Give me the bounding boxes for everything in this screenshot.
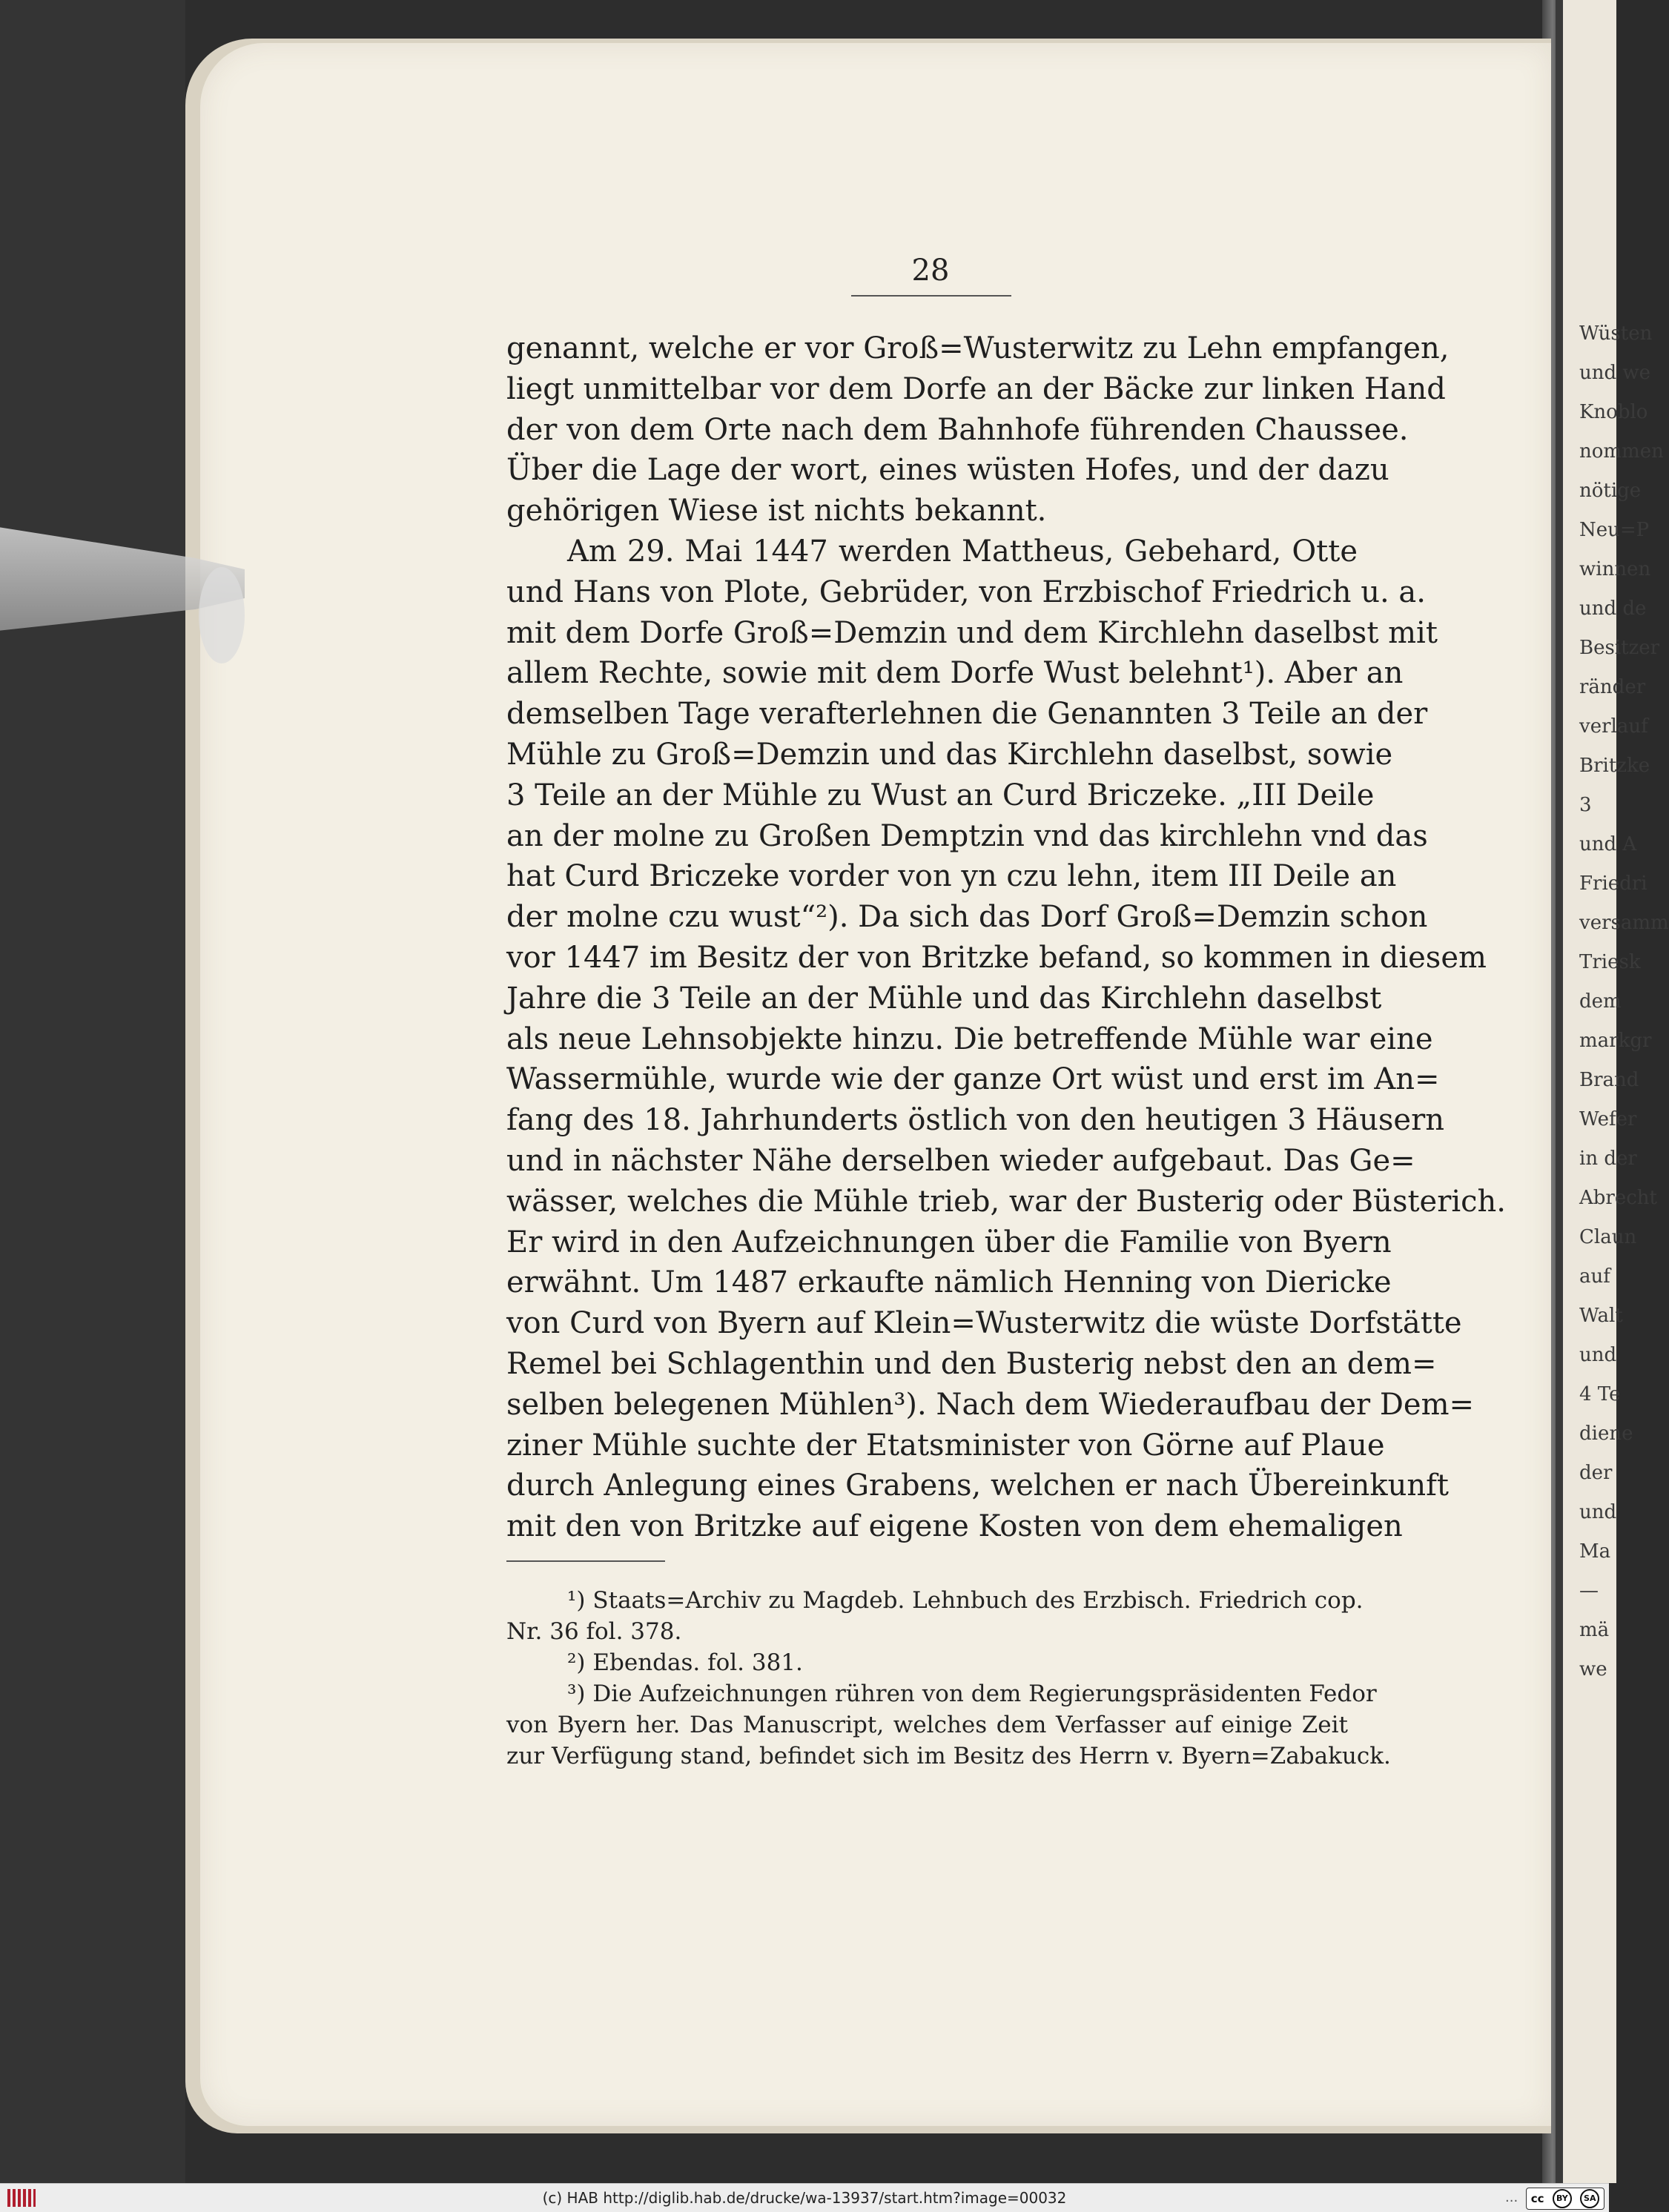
cc-license-label: cc xyxy=(1530,2192,1544,2205)
facing-page-word: dem xyxy=(1579,990,1622,1013)
page-number-rule xyxy=(851,295,1011,297)
facing-page-word: Triesk xyxy=(1579,951,1641,973)
facing-page-word: Abrecht xyxy=(1579,1187,1657,1209)
facing-page-word: und A xyxy=(1579,833,1637,855)
text-line: Am 29. Mai 1447 werden Mattheus, Gebehard, Otte xyxy=(567,534,1358,569)
facing-page-word: und xyxy=(1579,1501,1617,1523)
by-icon: BY xyxy=(1553,2189,1572,2208)
footnotes xyxy=(506,1585,1391,1772)
facing-page-word: und de xyxy=(1579,597,1647,620)
footnote-rule xyxy=(506,1560,665,1562)
facing-page-word: und we xyxy=(1579,362,1651,384)
facing-page-word: und xyxy=(1579,1344,1617,1366)
footnote-line: ¹) Staats=Archiv zu Magdeb. Lehnbuch des Erzbisch. Friedrich cop. xyxy=(567,1587,1364,1614)
footnote-line: ²) Ebendas. fol. 381. xyxy=(567,1649,803,1676)
facing-page-word: Britzke xyxy=(1579,755,1650,777)
facing-page-word: mä xyxy=(1579,1619,1610,1641)
facing-page-word: Ma xyxy=(1579,1540,1611,1563)
text-line: hat Curd Briczeke vorder von yn czu lehn, item III Deile an xyxy=(506,859,1397,894)
text-line: mit dem Dorfe Groß=Demzin und dem Kirchlehn daselbst mit xyxy=(506,615,1438,650)
facing-page-word: auf xyxy=(1579,1265,1610,1288)
text-line: selben belegenen Mühlen³). Nach dem Wiederaufbau der Dem= xyxy=(506,1387,1475,1422)
text-line: Über die Lage der wort, eines wüsten Hofes, und der dazu xyxy=(506,453,1389,488)
page-holder-clip-tip xyxy=(199,567,245,663)
facing-page-word: Friedri xyxy=(1579,872,1647,895)
facing-page-word: der xyxy=(1579,1462,1613,1484)
text-line: gehörigen Wiese ist nichts bekannt. xyxy=(506,494,1047,529)
text-line: allem Rechte, sowie mit dem Dorfe Wust belehnt¹). Aber an xyxy=(506,656,1404,691)
footnote-line: zur Verfügung stand, befindet sich im Besitz des Herrn v. Byern=Zabakuck. xyxy=(506,1743,1391,1769)
facing-page-word: 4 Te xyxy=(1579,1383,1621,1405)
text-line: Er wird in den Aufzeichnungen über die Familie von Byern xyxy=(506,1225,1392,1259)
text-line: der molne czu wust“²). Da sich das Dorf Groß=Demzin schon xyxy=(506,900,1428,935)
text-line: liegt unmittelbar vor dem Dorfe an der Bäcke zur linken Hand xyxy=(506,371,1446,406)
facing-page-word: versamm xyxy=(1579,912,1669,934)
sa-icon: SA xyxy=(1580,2189,1599,2208)
text-line: Remel bei Schlagenthin und den Busterig nebst den an dem= xyxy=(506,1346,1437,1381)
text-line: erwähnt. Um 1487 erkaufte nämlich Henning von Diericke xyxy=(506,1265,1392,1300)
facing-page-word: Walt xyxy=(1579,1305,1623,1327)
facing-page-word: markgr xyxy=(1579,1030,1652,1052)
text-line: 3 Teile an der Mühle zu Wust an Curd Briczeke. „III Deile xyxy=(506,778,1375,812)
facing-page-word: Besitzer xyxy=(1579,637,1660,659)
text-line: und in nächster Nähe derselben wieder aufgebaut. Das Ge= xyxy=(506,1143,1415,1178)
text-line: fang des 18. Jahrhunderts östlich von den heutigen 3 Häusern xyxy=(506,1103,1444,1138)
facing-page-word: in der xyxy=(1579,1148,1637,1170)
footer-caption[interactable]: (c) HAB http://diglib.hab.de/drucke/wa-13937/start.htm?image=00032 xyxy=(542,2189,1067,2207)
text-line: an der molne zu Großen Demptzin vnd das kirchlehn vnd das xyxy=(506,818,1428,853)
facing-page-word: — xyxy=(1579,1580,1599,1602)
text-line: der von dem Orte nach dem Bahnhofe führenden Chaussee. xyxy=(506,412,1409,447)
text-line: demselben Tage verafterlehnen die Genannten 3 Teile an der xyxy=(506,697,1428,732)
viewer-footer xyxy=(0,2183,1609,2212)
text-line: von Curd von Byern auf Klein=Wusterwitz die wüste Dorfstätte xyxy=(506,1306,1462,1341)
footnote-line: von Byern her. Das Manuscript, welches dem Verfasser auf einige Zeit xyxy=(506,1712,1348,1738)
text-line: durch Anlegung eines Grabens, welchen er nach Übereinkunft xyxy=(506,1468,1449,1503)
more-dots: ... xyxy=(1505,2190,1518,2205)
facing-page-word: Neu=P xyxy=(1579,519,1650,541)
text-line: als neue Lehnsobjekte hinzu. Die betreffende Mühle war eine xyxy=(506,1021,1433,1056)
facing-page-word: nommen xyxy=(1579,440,1664,463)
facing-page-word: Wefer xyxy=(1579,1108,1637,1130)
text-line: mit den von Britzke auf eigene Kosten von dem ehemaligen xyxy=(506,1509,1403,1544)
text-line: vor 1447 im Besitz der von Britzke befand, so kommen in diesem xyxy=(506,940,1487,975)
facing-page-word: Wüsten xyxy=(1579,322,1653,345)
body-text xyxy=(506,328,1507,1547)
page-number: 28 xyxy=(911,254,950,288)
footnote-line: ³) Die Aufzeichnungen rühren von dem Regierungspräsidenten Fedor xyxy=(567,1680,1377,1707)
facing-page-fragment xyxy=(1556,0,1669,2183)
text-line: ziner Mühle suchte der Etatsminister von Görne auf Plaue xyxy=(506,1428,1385,1463)
facing-page-word: Knoblo xyxy=(1579,401,1648,423)
text-line: wässer, welches die Mühle trieb, war der Busterig oder Büsterich. xyxy=(506,1184,1507,1219)
text-line: Jahre die 3 Teile an der Mühle und das Kirchlehn daselbst xyxy=(506,981,1382,1016)
text-line: Wassermühle, wurde wie der ganze Ort wüst und erst im An= xyxy=(506,1062,1440,1097)
facing-page-word: we xyxy=(1579,1658,1607,1680)
facing-page-word: diene xyxy=(1579,1423,1633,1445)
facing-page-word: ränder xyxy=(1579,676,1646,698)
cc-license-badge[interactable] xyxy=(1526,2188,1604,2210)
facing-page-word: winnen xyxy=(1579,558,1651,580)
facing-page-word: nötige xyxy=(1579,480,1642,502)
text-line: und Hans von Plote, Gebrüder, von Erzbischof Friedrich u. a. xyxy=(506,574,1426,609)
facing-page-word: verlauf xyxy=(1579,715,1648,738)
left-margin-shadow xyxy=(0,0,185,2183)
facing-page-word: 3 xyxy=(1579,794,1592,816)
text-line: Mühle zu Groß=Demzin und das Kirchlehn daselbst, sowie xyxy=(506,737,1393,772)
facing-page-word: Brand xyxy=(1579,1069,1639,1091)
footnote-line: Nr. 36 fol. 378. xyxy=(506,1618,682,1645)
text-line: genannt, welche er vor Groß=Wusterwitz zu Lehn empfangen, xyxy=(506,331,1450,365)
facing-page-word: Claun xyxy=(1579,1226,1637,1248)
